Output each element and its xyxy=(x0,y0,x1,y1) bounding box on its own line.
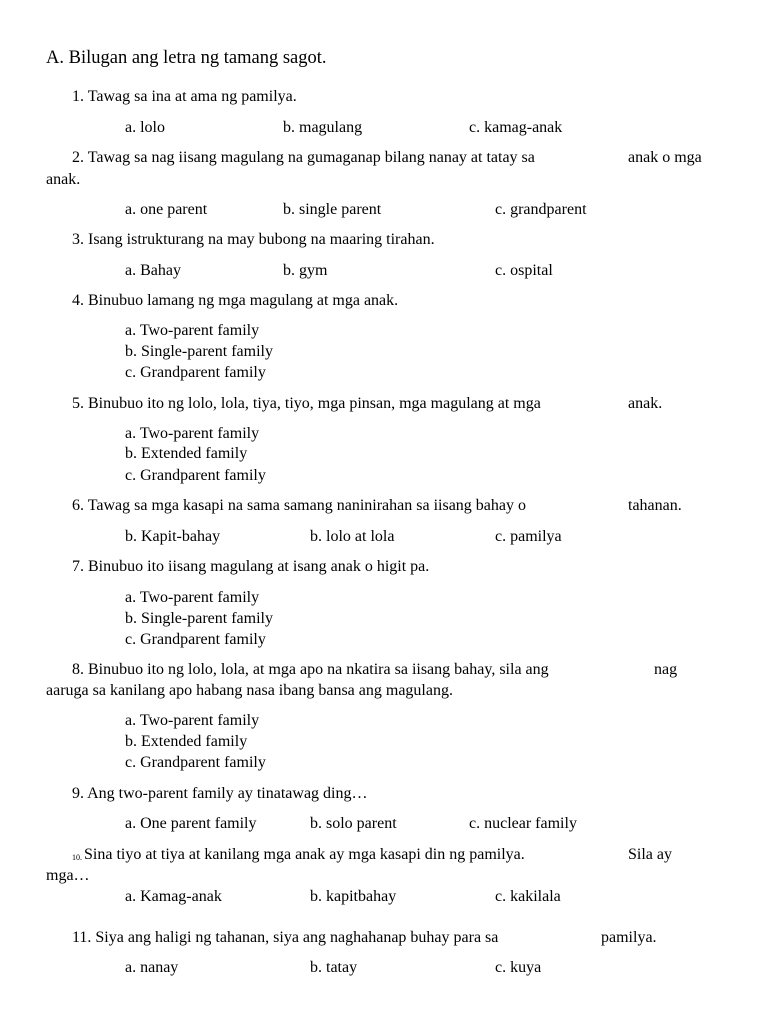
question-5-text: 5. Binubuo ito ng lolo, lola, tiya, tiyo, mga pinsan, mga magulang at mga xyxy=(72,395,541,412)
question-8-text-line1-end: nag xyxy=(654,661,678,678)
question-10-number: 10. xyxy=(72,853,82,862)
question-1-text: 1. Tawag sa ina at ama ng pamilya. xyxy=(72,88,297,105)
question-4-text: 4. Binubuo lamang ng mga magulang at mga anak. xyxy=(72,292,399,309)
question-7-option-a: a. Two-parent family xyxy=(125,589,260,606)
question-10-option-a: a. Kamag-anak xyxy=(125,888,222,905)
question-3-option-b: b. gym xyxy=(283,262,328,279)
question-5-option-b: b. Extended family xyxy=(125,445,248,462)
question-2-text-line1: 2. Tawag sa nag iisang magulang na gumaganap bilang nanay at tatay sa xyxy=(72,149,535,166)
question-1-option-a: a. lolo xyxy=(125,119,165,136)
question-11-text: 11. Siya ang haligi ng tahanan, siya ang naghahanap buhay para sa xyxy=(72,929,499,946)
question-2-text-line2: anak. xyxy=(46,171,81,188)
question-3-option-c: c. ospital xyxy=(495,262,553,279)
question-6-option-c: c. pamilya xyxy=(495,528,562,545)
question-1-option-c: c. kamag-anak xyxy=(469,119,563,136)
question-6-option-a: b. Kapit-bahay xyxy=(125,528,221,545)
question-10-text-line1: Sina tiyo at tiya at kanilang mga anak ay mga kasapi din ng pamilya. xyxy=(84,846,525,863)
question-10-text-line2: mga… xyxy=(46,867,90,884)
question-7-text: 7. Binubuo ito iisang magulang at isang anak o higit pa. xyxy=(72,558,430,575)
question-6-text-end: tahanan. xyxy=(628,497,682,514)
question-10-text-line1-end: Sila ay xyxy=(628,846,672,863)
question-2-option-c: c. grandparent xyxy=(495,201,587,218)
question-8-text-line2: aaruga sa kanilang apo habang nasa ibang bansa ang magulang. xyxy=(46,682,453,699)
question-9-option-c: c. nuclear family xyxy=(469,815,577,832)
question-4-option-a: a. Two-parent family xyxy=(125,322,260,339)
question-11-option-c: c. kuya xyxy=(495,959,542,976)
question-8-option-b: b. Extended family xyxy=(125,733,248,750)
question-7-option-b: b. Single-parent family xyxy=(125,610,273,627)
question-5-option-a: a. Two-parent family xyxy=(125,425,260,442)
instruction-heading: A. Bilugan ang letra ng tamang sagot. xyxy=(46,48,327,68)
question-5-text-end: anak. xyxy=(628,395,663,412)
question-2-option-b: b. single parent xyxy=(283,201,382,218)
question-9-option-b: b. solo parent xyxy=(310,815,397,832)
question-11-option-b: b. tatay xyxy=(310,959,358,976)
question-4-option-b: b. Single-parent family xyxy=(125,343,273,360)
question-1-option-b: b. magulang xyxy=(283,119,363,136)
question-9-option-a: a. One parent family xyxy=(125,815,257,832)
question-11-option-a: a. nanay xyxy=(125,959,179,976)
question-10-option-c: c. kakilala xyxy=(495,888,561,905)
question-5-option-c: c. Grandparent family xyxy=(125,467,266,484)
question-10-option-b: b. kapitbahay xyxy=(310,888,397,905)
question-11-text-end: pamilya. xyxy=(601,929,657,946)
question-9-text: 9. Ang two-parent family ay tinatawag ding… xyxy=(72,785,368,802)
question-3-option-a: a. Bahay xyxy=(125,262,181,279)
question-8-option-a: a. Two-parent family xyxy=(125,712,260,729)
question-2-option-a: a. one parent xyxy=(125,201,208,218)
question-3-text: 3. Isang istrukturang na may bubong na maaring tirahan. xyxy=(72,231,435,248)
question-2-text-line1-end: anak o mga xyxy=(628,149,702,166)
question-8-text-line1: 8. Binubuo ito ng lolo, lola, at mga apo na nkatira sa iisang bahay, sila ang xyxy=(72,661,549,678)
question-7-option-c: c. Grandparent family xyxy=(125,631,266,648)
question-8-option-c: c. Grandparent family xyxy=(125,754,266,771)
question-6-text: 6. Tawag sa mga kasapi na sama samang naninirahan sa iisang bahay o xyxy=(72,497,526,514)
question-6-option-b: b. lolo at lola xyxy=(310,528,395,545)
question-4-option-c: c. Grandparent family xyxy=(125,364,266,381)
